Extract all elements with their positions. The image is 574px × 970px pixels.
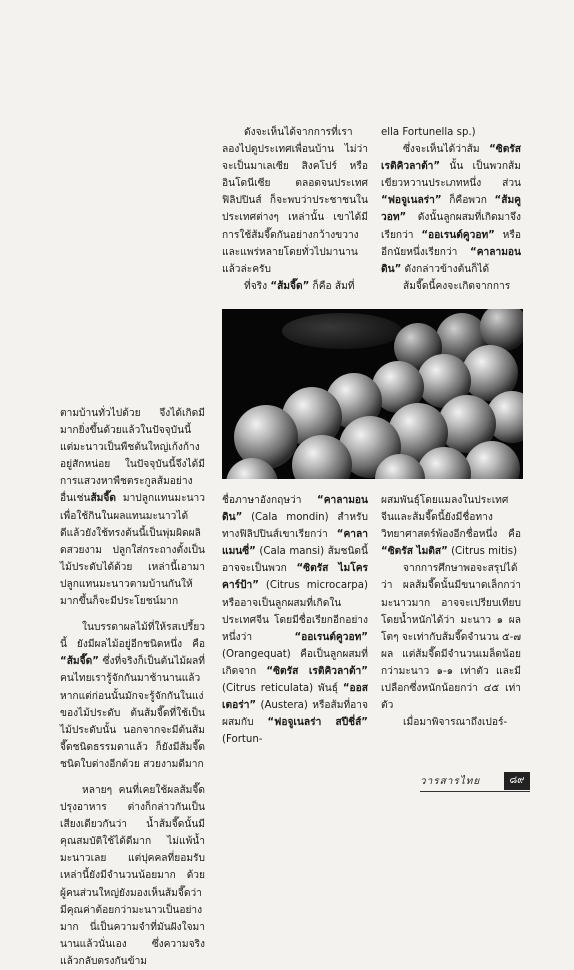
magazine-name: วารสารไทย [420,776,481,787]
paragraph: ดังจะเห็นได้จากการที่เราลองไปดูประเทศเพื่อนบ้าน ไม่ว่าจะเป็นมาเลเซีย สิงคโปร์ หรืออินโดนีเซีย ตลอดจนประเทศฟิลิปปินส์ ก็จะพบว่าประชาชนในประเทศต่างๆ เหล่านั้น เขาได้มีการใช้ส้มจี๊ดกันอย่างกว้างขวาง และแพร่หลายโดยทั่วไปมานานแล้วล่ะครับ [222,127,368,275]
text-column-left [60,405,205,970]
paragraph: หลายๆ คนที่เคยใช้ผลส้มจี๊ดปรุงอาหาร ต่างก็กล่าวกันเป็นเสียงเดียวกันว่า น้ำส้มจี๊ดนั้นมีคุณสมบัติใช้ได้ดีมาก ไม่แพ้น้ำมะนาวเลย แต่ปุคคลที่ยอมรับเหล่านี้ยังมีจำนวนน้อยมาก ด้วยผู้คนส่วนใหญ่ยังมองเห็นส้มจี๊ดว่า มีคุณค่าต้อยกว่ามะนาวเป็นอย่างมาก นี่เป็นความจำที่มันฝังใจมานานแล้วนั่นเอง ซึ่งความจริงแล้วกลับตรงกันข้าม [60,784,205,967]
paragraph: ผสมพันธุ์โดยแมลงในประเทศจีนและส้มจี๊ดนี้ยังมีชื่อทางวิทยาศาสตร์พ้องอีกชื่อหนึ่ง คือ “ซิตรัส ไมติส” (Citrus mitis) [381,495,521,558]
text-column-middle-top [222,124,368,295]
text-column-middle-bottom [222,492,368,748]
text-column-right-top [381,124,521,295]
kumquat-fruit-photo [222,309,523,479]
paragraph: ella Fortunella sp.) [381,127,476,138]
text-column-right-bottom [381,492,521,731]
footer-rule [420,791,530,792]
paragraph: ชื่อภาษาอังกฤษว่า “คาลามอนดิน” (Cala mondin) สำหรับทางฟิลิปปินส์เขาเรียกว่า “คาลาแมนซี่” (Cala mansi) ส้มชนิดนี้อาจจะเป็นพวก “ซิตรัส ไมโครคาร์ป้า” (Citrus microcarpa) หรืออาจเป็นลูกผสมที่เกิดในประเทศจีน โดยมีชื่อเรียกอีกอย่างหนึ่งว่า “ออเรนต์คูวอท” (Orangequat) คือเป็นลูกผสมที่เกิดจาก “ซิตรัส เรติคิวลาต้า” (Citrus reticulata) พันธุ์ “ออสเตอร่า” (Austera) หรือส้มที่อาจผสมกับ “ฟอจูเนลร่า สปีชี่ส์” (Fortun- [222,495,368,746]
page-footer [420,772,530,794]
paragraph: เมื่อมาพิจารณาถึงเปอร์- [403,717,508,729]
page-number: ๘๙ [504,772,530,790]
paragraph: ตามบ้านทั่วไปด้วย จึงได้เกิดมีมากยิ่งขึ้นด้วยแล้วในปัจจุบันนี้ แต่มะนาวเป็นพืชต้นใหญ่เก้งก้างอยู่สักหน่อย ในปัจจุบันนี้จึงได้มีการแสวงหาพืชตระกูลส้มอย่างอื่นเช่นส้มจี๊ด มาปลูกแทนมะนาว เพื่อใช้กินในผลแทนมะนาวได้ดีแล้วยังใช้ทรงต้นนี้เป็นพุ่มผิดผลิดสวยงาม ปลูกใส่กระถางตั้งเป็นไม้ประดับได้ด้วย เหล่านี้เอามาปลูกแทนมะนาวตามบ้านกันให้มากขึ้นก็จะมีประโยชน์มาก [60,408,205,608]
paragraph: ส้มจี๊ดนี้คงจะเกิดจากการ [403,280,511,292]
paragraph: จากการศึกษาพอจะสรุปได้ว่า ผลส้มจี๊ดนั้นมีขนาดเล็กกว่ามะนาวมาก อาจจะเปรียบเทียบโดยน้ำหนักได้ว่า มะนาว ๑ ผลโตๆ จะเท่ากับส้มจี๊ดจำนวน ๕-๗ ผล แต่ส้มจี๊ดมีจำนวนเมล็ดน้อยกว่ามะนาว ๑-๑ เท่าตัว และมีเปลือกซึ่งหนักน้อยกว่า ๔๕ เท่าตัว [381,563,521,712]
paragraph: ในบรรดาผลไม้ที่ให้รสเปรี้ยวนี้ ยังมีผลไม้อยู่อีกชนิดหนึ่ง คือ “ส้มจี๊ด” ซึ่งที่จริงก็เป็นต้นไม้ผลที่คนไทยเรารู้จักกันมาช้านานแล้ว หากแต่ก่อนนั้นมักจะรู้จักกันในแง่ของไม้ประดับ ต้นส้มจี๊ดที่ใช้เป็นไม้ประดับนั้น นอกจากจะมีต้นส้มจี๊ดชนิดธรรมดาแล้ว ก็ยังมีส้มจี๊ดชนิดใบด่างอีกด้วย สวยงามดีมาก [60,622,205,770]
paragraph: ซึ่งจะเห็นได้ว่าส้ม “ซิตรัส เรติคิวลาต้า” นั้น เป็นพวกส้มเขียวหวานประเภทหนึ่ง ส่วน “ฟอจูเนลร่า” ก็คือพวก “ส้มคูวอท” ดังนั้นลูกผสมที่เกิดมาจึงเรียกว่า “ออเรนต์คูวอท” หรืออีกนัยหนึ่งเรียกว่า “คาลามอนดิน” ดังกล่าวข้างต้นก็ได้ [381,144,521,275]
fruit-pile-image [222,309,523,479]
paragraph: ที่จริง “ส้มจี๊ด” ก็คือ ส้มที่ [244,280,355,292]
